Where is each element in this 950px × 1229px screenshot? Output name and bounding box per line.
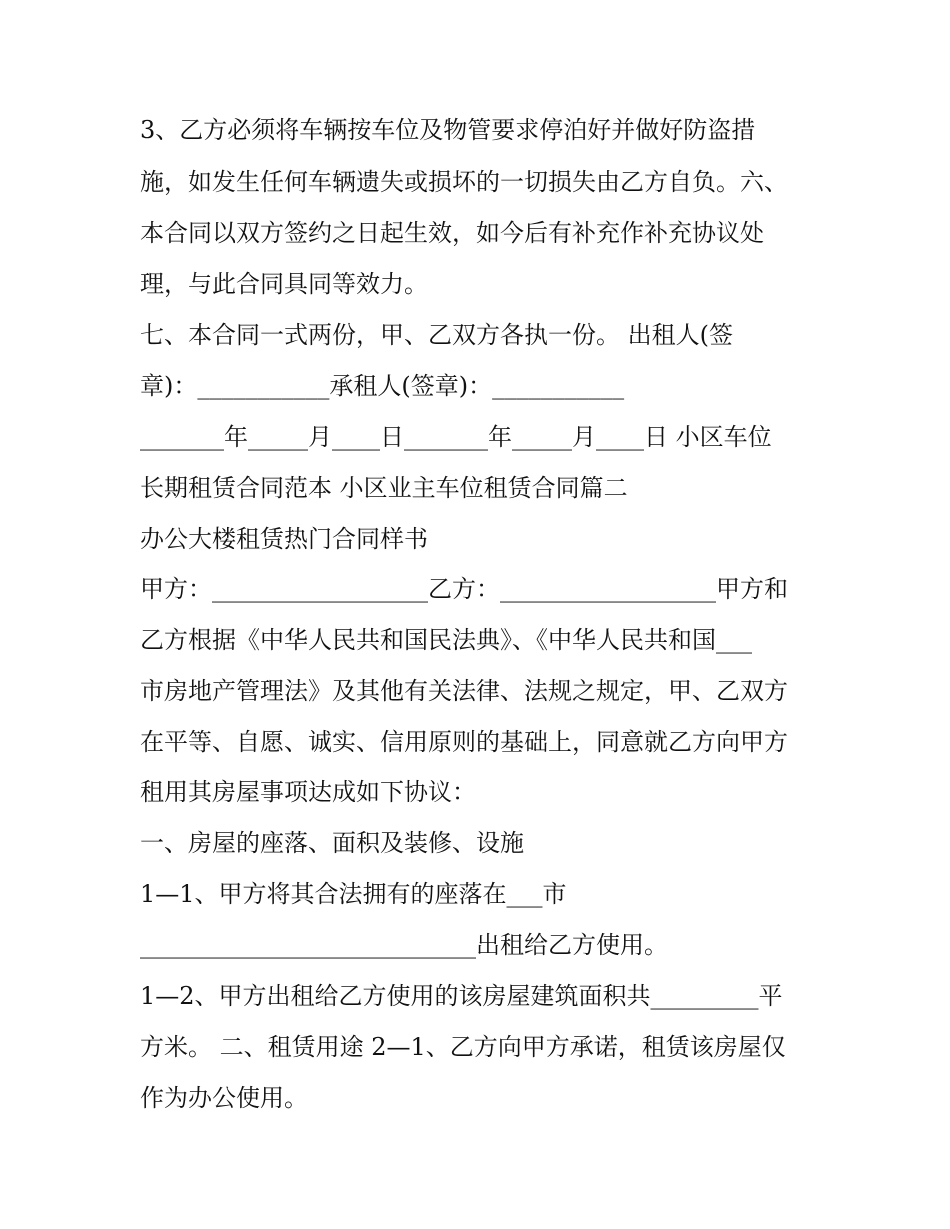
text-line: 施，如发生任何车辆遗失或损坏的一切损失由乙方自负。六、 bbox=[140, 168, 788, 196]
section-title: 办公大楼租赁热门合同样书 bbox=[140, 525, 428, 553]
text-line: 3、乙方必须将车辆按车位及物管要求停泊好并做好防盗措 bbox=[140, 116, 756, 144]
text-line: 作为办公使用。 bbox=[140, 1084, 308, 1112]
text-line: 章)：___________承租人(签章)：___________ bbox=[140, 372, 625, 400]
text-line: 七、本合同一式两份，甲、乙双方各执一份。 出租人(签 bbox=[140, 321, 733, 349]
text-line: 乙方根据《中华人民共和国民法典》、《中华人民共和国___ bbox=[140, 626, 752, 654]
text-line: 租用其房屋事项达成如下协议： bbox=[140, 778, 476, 806]
text-line: 一、房屋的座落、面积及装修、设施 bbox=[140, 829, 524, 857]
text-line: 在平等、自愿、诚实、信用原则的基础上，同意就乙方向甲方 bbox=[140, 728, 788, 756]
text-line: ____________________________出租给乙方使用。 bbox=[140, 931, 668, 959]
text-line: 甲方：__________________乙方：__________________甲方和 bbox=[140, 575, 788, 603]
text-line: 市房地产管理法》及其他有关法律、法规之规定，甲、乙双方 bbox=[140, 677, 788, 705]
text-line: 方米。 二、租赁用途 2—1、乙方向甲方承诺，租赁该房屋仅 bbox=[140, 1033, 786, 1061]
text-line: 本合同以双方签约之日起生效，如今后有补充作补充协议处 bbox=[140, 219, 764, 247]
text-line: 1—1、甲方将其合法拥有的座落在___市 bbox=[140, 880, 567, 908]
text-line: _______年_____月____日_______年_____月____日 小区车位 bbox=[140, 423, 772, 451]
text-line: 理，与此合同具同等效力。 bbox=[140, 270, 428, 298]
text-line: 1—2、甲方出租给乙方使用的该房屋建筑面积共_________平 bbox=[140, 982, 783, 1010]
text-line: 长期租赁合同范本 小区业主车位租赁合同篇二 bbox=[140, 474, 628, 502]
